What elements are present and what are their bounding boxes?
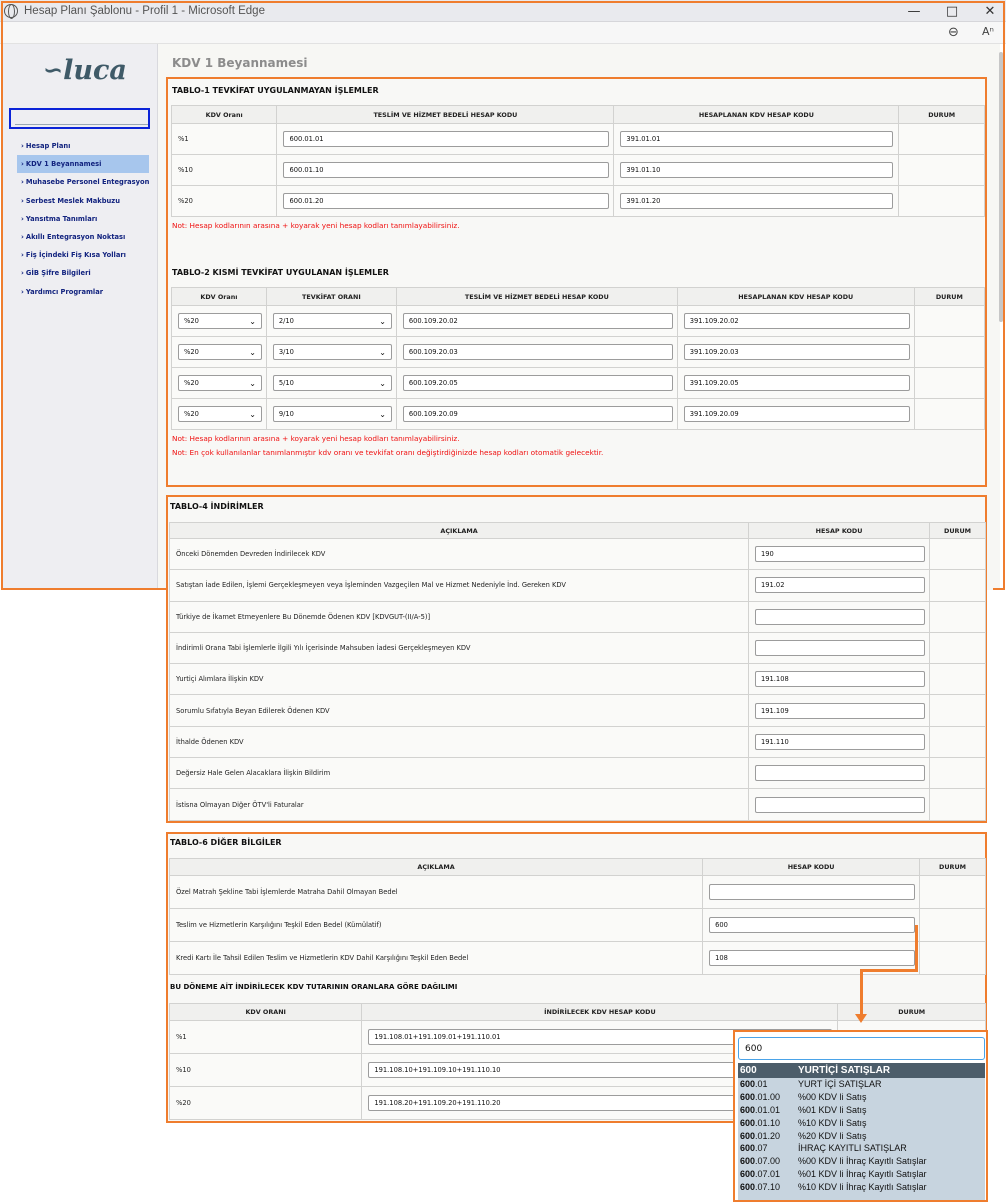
title-bar (0, 0, 1006, 22)
table-row (170, 726, 986, 757)
maximize-icon[interactable]: □ (945, 3, 959, 19)
col-kdv-orani: KDV Oranı (172, 106, 277, 124)
desc-cell: Teslim ve Hizmetlerin Karşılığını Teşkil Eden Bedel (Kümülatif) (170, 909, 703, 942)
tablo2-note-1: Not: Hesap kodlarının arasına + koyarak yeni hesap kodları tanımlayabilirsiniz. (172, 434, 460, 443)
tablo1-title: TABLO-1 TEVKİFAT UYGULANMAYAN İŞLEMLER (172, 86, 379, 95)
status-cell (899, 186, 985, 217)
frame-bottom-right (993, 588, 1005, 590)
kdv-code-input[interactable]: 391.109.20.09 (684, 406, 910, 422)
status-cell (930, 789, 986, 820)
rate-cell: %1 (170, 1021, 362, 1054)
luca-logo: ∽ luca (43, 54, 127, 86)
table-row (172, 368, 985, 399)
desc-cell: Değersiz Hale Gelen Alacaklara İlişkin Bildirim (170, 758, 749, 789)
account-autocomplete-popup (733, 1030, 988, 1202)
table-row (170, 539, 986, 570)
autocomplete-item[interactable]: 600.01.01 %01 KDV li Satış (740, 1104, 867, 1115)
hesap-kodu-input[interactable]: 600 (709, 917, 915, 933)
col-durum: DURUM (838, 1004, 986, 1021)
desc-cell: İndirimli Orana Tabi İşlemlerle İlgili Yılı İçerisinde Mahsuben İadesi Gerçekleşmeyen KDV (170, 632, 749, 663)
autocomplete-item[interactable]: 600.01.10 %10 KDV li Satış (740, 1117, 867, 1128)
kdv-code-input[interactable]: 391.109.20.05 (684, 375, 910, 391)
col-aciklama: AÇIKLAMA (170, 859, 703, 876)
chevron-down-icon: ⌄ (249, 316, 256, 326)
desc-cell: Türkiye de İkamet Etmeyenlere Bu Dönemde Ödenen KDV [KDVGUT-(II/A-5)] (170, 601, 749, 632)
vertical-scrollbar[interactable] (999, 52, 1003, 322)
tevkifat-rate-select[interactable]: 9/10 ⌄ (273, 406, 392, 422)
col-hesaplanan: HESAPLANAN KDV HESAP KODU (677, 288, 914, 306)
tablo2-table (171, 287, 985, 430)
status-cell (930, 695, 986, 726)
desc-cell: Özel Matrah Şekline Tabi İşlemlerde Matraha Dahil Olmayan Bedel (170, 876, 703, 909)
status-cell (914, 368, 984, 399)
sidebar-item-hesap-plani[interactable]: › Hesap Planı (21, 142, 71, 151)
indirilecek-code-input[interactable]: 191.108.10+191.109.10+191.110.10 (368, 1062, 832, 1078)
connector-arrow-icon (855, 1014, 867, 1023)
connector-line (915, 925, 918, 971)
autocomplete-item[interactable]: 600.01.20 %20 KDV li Satış (740, 1130, 867, 1141)
status-cell (930, 758, 986, 789)
tablo4-title: TABLO-4 İNDİRİMLER (170, 502, 264, 511)
rate-cell: %1 (172, 124, 277, 155)
status-cell (930, 632, 986, 663)
logo-divider (15, 124, 148, 125)
indirilecek-code-input[interactable]: 191.108.01+191.109.01+191.110.01 (368, 1029, 832, 1045)
col-indirilecek: İNDİRİLECEK KDV HESAP KODU (362, 1004, 838, 1021)
kdv-code-input[interactable]: 391.01.20 (620, 193, 893, 209)
status-cell (930, 726, 986, 757)
tevkifat-rate-select[interactable]: 3/10 ⌄ (273, 344, 392, 360)
tablo1-table (171, 105, 985, 217)
tablo6-table (169, 858, 986, 975)
teslim-code-input[interactable]: 600.109.20.02 (403, 313, 673, 329)
sidebar-item-muhasebe-personel[interactable]: › Muhasebe Personel Entegrasyon (21, 178, 150, 187)
teslim-code-input[interactable]: 600.109.20.09 (403, 406, 673, 422)
table-row (172, 186, 985, 217)
autocomplete-item[interactable]: 600.07.10 %10 KDV li İhraç Kayıtlı Satışlar (740, 1181, 927, 1192)
sidebar-item-serbest-meslek[interactable]: › Serbest Meslek Makbuzu (21, 196, 120, 205)
status-cell (920, 909, 986, 942)
desc-cell: Yurtiçi Alımlara İlişkin KDV (170, 664, 749, 695)
status-cell (920, 876, 986, 909)
teslim-code-input[interactable]: 600.109.20.05 (403, 375, 673, 391)
col-durum: DURUM (920, 859, 986, 876)
tablo4-table (169, 522, 986, 821)
rate-cell: %20 (170, 1087, 362, 1120)
window-title: Hesap Planı Şablonu - Profil 1 - Microsoft Edge (24, 4, 265, 17)
sidebar-item-yardimci-programlar[interactable]: › Yardımcı Programlar (21, 287, 104, 296)
table-row (170, 909, 986, 942)
chevron-down-icon: ⌄ (379, 409, 386, 419)
kdv-code-input[interactable]: 391.01.10 (620, 162, 893, 178)
table-row (170, 664, 986, 695)
tevkifat-rate-select[interactable]: 5/10 ⌄ (273, 375, 392, 391)
connector-line (860, 969, 863, 1015)
teslim-code-input[interactable]: 600.109.20.03 (403, 344, 673, 360)
hesap-kodu-input[interactable]: 191.110 (755, 734, 925, 750)
hesap-kodu-input[interactable] (755, 797, 925, 813)
page-title: KDV 1 Beyannamesi (172, 56, 308, 70)
hesap-kodu-input[interactable] (755, 765, 925, 781)
status-cell (899, 124, 985, 155)
sidebar-item-kdv1[interactable]: › KDV 1 Beyannamesi (17, 155, 149, 173)
desc-cell: İthalde Ödenen KDV (170, 726, 749, 757)
col-durum: DURUM (914, 288, 984, 306)
hesap-kodu-input[interactable] (755, 609, 925, 625)
rate-cell: %10 (172, 155, 277, 186)
autocomplete-item[interactable]: 600 YURTİÇİ SATIŞLAR (738, 1063, 985, 1078)
col-durum: DURUM (930, 523, 986, 539)
sidebar-menu (17, 137, 157, 301)
chevron-down-icon: ⌄ (249, 409, 256, 419)
kdv-rate-select[interactable]: %20 ⌄ (178, 375, 262, 391)
table-row (170, 601, 986, 632)
sidebar-item-akilli-entegrasyon[interactable]: › Akıllı Entegrasyon Noktası (21, 233, 126, 242)
table-row (172, 124, 985, 155)
table-row (170, 695, 986, 726)
col-teslim: TESLİM VE HİZMET BEDELİ HESAP KODU (396, 288, 677, 306)
chevron-down-icon: ⌄ (249, 347, 256, 357)
table-row (170, 876, 986, 909)
connector-line (860, 969, 918, 972)
desc-cell: Kredi Kartı İle Tahsil Edilen Teslim ve Hizmetlerin KDV Dahil Karşılığını Teşkil Eden Bedel (170, 942, 703, 975)
chevron-down-icon: ⌄ (379, 316, 386, 326)
hesap-kodu-input[interactable]: 108 (709, 950, 915, 966)
status-cell (920, 942, 986, 975)
col-hesaplanan: HESAPLANAN KDV HESAP KODU (614, 106, 899, 124)
status-cell (930, 570, 986, 601)
kdv-code-input[interactable]: 391.109.20.03 (684, 344, 910, 360)
col-kdv-orani: KDV ORANI (170, 1004, 362, 1021)
tablo2-note-2: Not: En çok kullanılanlar tanımlanmıştır kdv oranı ve tevkifat oranı değiştirdiğinizde hesap kodları otomatik gelecektir. (172, 448, 604, 457)
chevron-down-icon: ⌄ (249, 378, 256, 388)
kdv-rate-select[interactable]: %20 ⌄ (178, 313, 262, 329)
col-hesap-kodu: HESAP KODU (703, 859, 920, 876)
table-row (170, 789, 986, 820)
read-aloud-icon[interactable]: Aⁿ (982, 25, 994, 38)
status-cell (930, 664, 986, 695)
logo-mark-icon: ∽ (43, 56, 62, 84)
sidebar-item-yansitma[interactable]: › Yansıtma Tanımları (21, 214, 98, 223)
sidebar (3, 44, 158, 589)
tablo6-title: TABLO-6 DİĞER BİLGİLER (170, 838, 282, 847)
tablo1-note: Not: Hesap kodlarının arasına + koyarak yeni hesap kodları tanımlayabilirsiniz. (172, 221, 460, 230)
frame-bottom-left (1, 588, 167, 590)
chevron-down-icon: ⌄ (379, 347, 386, 357)
tevkifat-rate-select[interactable]: 2/10 ⌄ (273, 313, 392, 329)
autocomplete-item[interactable]: 600.01 YURT İÇİ SATIŞLAR (740, 1079, 882, 1090)
kdv-code-input[interactable]: 391.01.01 (620, 131, 893, 147)
col-teslim: TESLİM VE HİZMET BEDELİ HESAP KODU (277, 106, 614, 124)
col-tevkifat: TEVKİFAT ORANI (266, 288, 396, 306)
desc-cell: Sorumlu Sıfatıyla Beyan Edilerek Ödenen KDV (170, 695, 749, 726)
status-cell (914, 306, 984, 337)
desc-cell: Önceki Dönemden Devreden İndirilecek KDV (170, 539, 749, 570)
hesap-kodu-input[interactable]: 191.109 (755, 703, 925, 719)
hesap-kodu-input[interactable]: 191.02 (755, 577, 925, 593)
kdv-rate-select[interactable]: %20 ⌄ (178, 406, 262, 422)
table-row (170, 570, 986, 601)
table-row (170, 632, 986, 663)
toolbar (0, 22, 1006, 44)
kdv-rate-select[interactable]: %20 ⌄ (178, 344, 262, 360)
teslim-code-input[interactable]: 600.01.10 (283, 162, 609, 178)
tablo6-subtitle: BU DÖNEME AİT İNDİRİLECEK KDV TUTARININ ORANLARA GÖRE DAĞILIMI (170, 983, 458, 991)
chevron-down-icon: ⌄ (379, 378, 386, 388)
status-cell (930, 539, 986, 570)
tablo2-title: TABLO-2 KISMİ TEVKİFAT UYGULANAN İŞLEMLER (172, 268, 389, 277)
globe-icon (4, 4, 18, 18)
autocomplete-input[interactable]: 600 (738, 1037, 985, 1060)
minimize-icon[interactable]: — (907, 3, 921, 19)
hesap-kodu-input[interactable] (755, 640, 925, 656)
hesap-kodu-input[interactable]: 190 (755, 546, 925, 562)
kdv-code-input[interactable]: 391.109.20.02 (684, 313, 910, 329)
indirilecek-code-input[interactable]: 191.108.20+191.109.20+191.110.20 (368, 1095, 832, 1111)
col-durum: DURUM (899, 106, 985, 124)
desc-cell: İstisna Olmayan Diğer ÖTV'li Faturalar (170, 789, 749, 820)
autocomplete-item[interactable]: 600.07 İHRAÇ KAYITLI SATIŞLAR (740, 1143, 907, 1154)
table-row (172, 306, 985, 337)
sidebar-item-fis-kisa-yollari[interactable]: › Fiş İçindeki Fiş Kısa Yolları (21, 251, 126, 260)
table-row (172, 399, 985, 430)
table-row (170, 758, 986, 789)
autocomplete-list (738, 1063, 985, 1200)
status-cell (930, 601, 986, 632)
zoom-out-icon[interactable]: ⊖ (948, 25, 959, 40)
table-row (172, 337, 985, 368)
status-cell (899, 155, 985, 186)
teslim-code-input[interactable]: 600.01.20 (283, 193, 609, 209)
rate-cell: %10 (170, 1054, 362, 1087)
rate-cell: %20 (172, 186, 277, 217)
table-row (172, 155, 985, 186)
status-cell (914, 399, 984, 430)
autocomplete-item[interactable]: 600.07.00 %00 KDV li İhraç Kayıtlı Satışlar (740, 1156, 927, 1167)
desc-cell: Satıştan İade Edilen, İşlemi Gerçekleşmeyen veya İşleminden Vazgeçilen Mal ve Hizmet Nedeniyle İnd. Gereken KDV (170, 570, 749, 601)
col-kdv-orani: KDV Oranı (172, 288, 267, 306)
col-aciklama: AÇIKLAMA (170, 523, 749, 539)
hesap-kodu-input[interactable]: 191.108 (755, 671, 925, 687)
autocomplete-item[interactable]: 600.07.01 %01 KDV li İhraç Kayıtlı Satışlar (740, 1168, 927, 1179)
status-cell (914, 337, 984, 368)
hesap-kodu-input[interactable] (709, 884, 915, 900)
teslim-code-input[interactable]: 600.01.01 (283, 131, 609, 147)
sidebar-item-gib-sifre[interactable]: › GİB Şifre Bilgileri (21, 269, 91, 278)
col-hesap-kodu: HESAP KODU (749, 523, 930, 539)
close-icon[interactable]: ✕ (984, 3, 996, 19)
autocomplete-item[interactable]: 600.01.00 %00 KDV li Satış (740, 1092, 867, 1103)
